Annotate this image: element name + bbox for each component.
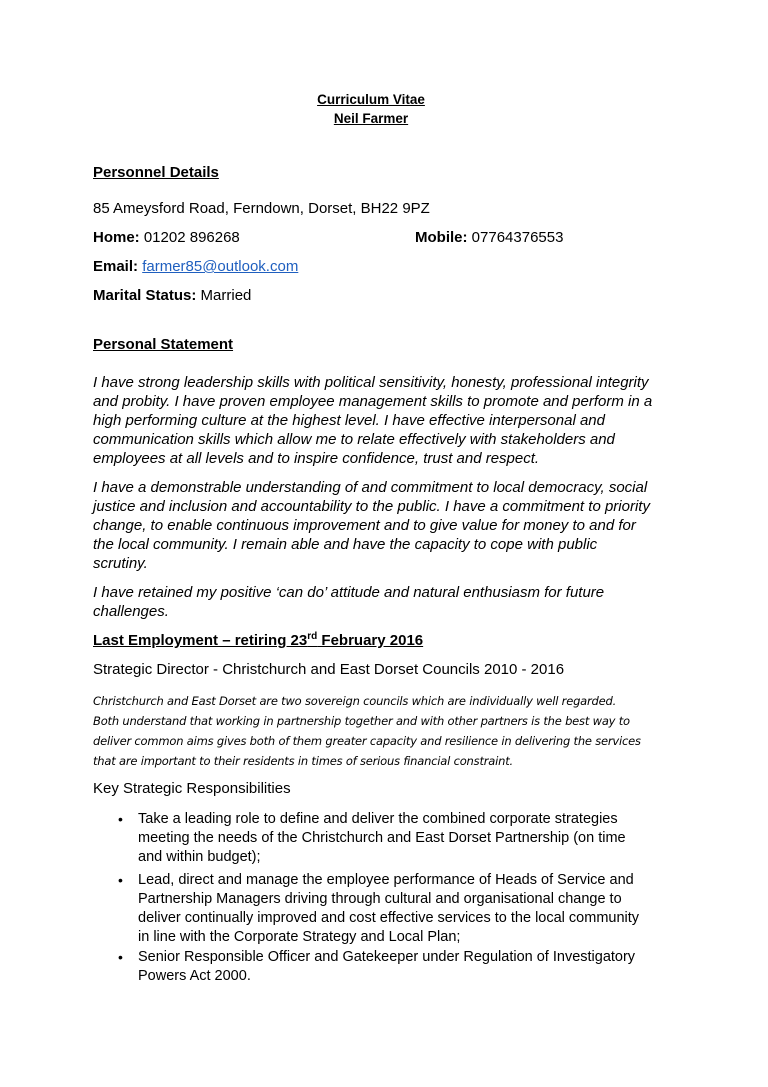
text-line: deliver common aims gives both of them greater capacity and resilience in delivering the services [93, 734, 641, 748]
last-employment-heading [93, 631, 423, 649]
text-line: employees at all levels and to inspire confidence, trust and respect. [93, 450, 540, 467]
document-title: Curriculum Vitae [317, 92, 425, 107]
text-line: that are important to their residents in times of serious financial constraint. [93, 754, 513, 768]
marital-value: Married [200, 287, 252, 304]
text-line: Senior Responsible Officer and Gatekeeper under Regulation of Investigatory [138, 949, 636, 965]
heading-text: Last Employment – retiring 23 [93, 632, 308, 649]
text-line: Powers Act 2000. [138, 968, 251, 984]
text-line: change, to enable continuous improvement and to give value for money to and for [93, 517, 636, 534]
marital-label: Marital Status: [93, 287, 197, 304]
email-link[interactable]: farmer85@outlook.com [142, 258, 299, 275]
text-line: justice and inclusion and accountability to the public. I have a commitment to priority [93, 498, 650, 515]
email-label: Email: [93, 258, 139, 275]
list-item [118, 871, 640, 947]
text-line: challenges. [93, 603, 169, 620]
candidate-name: Neil Farmer [333, 111, 409, 126]
address: 85 Ameysford Road, Ferndown, Dorset, BH22 9PZ [93, 200, 430, 217]
text-line: I have strong leadership skills with political sensitivity, honesty, professional integrity [93, 374, 649, 391]
text-line: I have retained my positive ‘can do’ attitude and natural enthusiasm for future [93, 584, 605, 601]
text-line: Partnership Managers driving through cultural and organisational change to [138, 891, 622, 907]
text-line: scrutiny. [93, 555, 148, 572]
mobile-label: Mobile: [415, 229, 468, 246]
job-role: Strategic Director - Christchurch and East Dorset Councils 2010 - 2016 [93, 661, 565, 678]
home-label: Home: [93, 229, 140, 246]
text-line: high performing culture at the highest level. I have effective interpersonal and [93, 412, 605, 429]
heading-superscript: rd [307, 631, 318, 642]
personal-statement-heading: Personal Statement [93, 336, 234, 353]
list-item [118, 810, 626, 867]
text-line: Lead, direct and manage the employee performance of Heads of Service and [138, 872, 634, 888]
text-line: and probity. I have proven employee management skills to promote and perform in a [93, 393, 653, 410]
email [93, 258, 298, 275]
text-line: meeting the needs of the Christchurch and East Dorset Partnership (on time [138, 830, 626, 846]
bullet-icon: • [118, 949, 123, 965]
employer-description [93, 691, 641, 771]
home-value: 01202 896268 [143, 229, 240, 246]
text-line: and within budget); [138, 849, 261, 865]
text-line: Both understand that working in partnership together and with other partners is the best way to [93, 714, 630, 728]
text-line: I have a demonstrable understanding of and commitment to local democracy, social [93, 479, 648, 496]
text-line: the local community. I remain able and have the capacity to cope with public [93, 536, 598, 553]
heading-text: February 2016 [317, 632, 424, 649]
personnel-details-heading: Personnel Details [93, 164, 219, 181]
text-line: deliver continually improved and cost effective services to the local community [138, 910, 640, 926]
text-line: Take a leading role to define and deliver the combined corporate strategies [138, 811, 618, 827]
bullet-icon: • [118, 872, 123, 888]
mobile-value: 07764376553 [471, 229, 564, 246]
statement-paragraph-1 [93, 373, 652, 468]
home-phone [93, 229, 240, 246]
text-line: communication skills which allow me to relate effectively with stakeholders and [93, 431, 615, 448]
key-responsibilities-heading: Key Strategic Responsibilities [93, 780, 291, 797]
mobile-phone [415, 229, 563, 246]
text-line: Christchurch and East Dorset are two sovereign councils which are individually well regarded. [93, 694, 617, 708]
bullet-icon: • [118, 811, 123, 827]
text-line: in line with the Corporate Strategy and Local Plan; [138, 929, 461, 945]
marital-status [93, 287, 251, 304]
list-item [118, 948, 636, 986]
statement-paragraph-2 [93, 478, 650, 573]
statement-paragraph-3 [93, 583, 604, 621]
